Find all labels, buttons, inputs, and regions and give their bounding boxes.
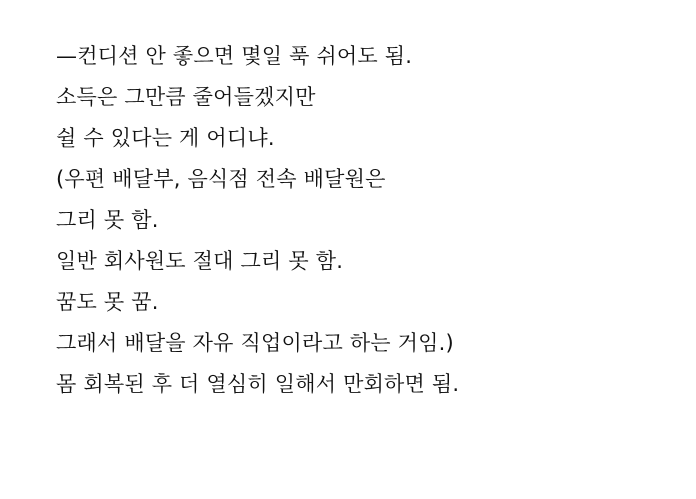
text-body bbox=[56, 36, 666, 405]
text-line: 일반 회사원도 절대 그리 못 함. bbox=[56, 249, 344, 273]
text-line: —컨디션 안 좋으면 몇일 푹 쉬어도 됨. bbox=[56, 44, 413, 68]
text-line: 소득은 그만큼 줄어들겠지만 bbox=[56, 85, 316, 109]
text-line: 몸 회복된 후 더 열심히 일해서 만회하면 됨. bbox=[56, 372, 460, 396]
text-line: 그리 못 함. bbox=[56, 208, 159, 232]
text-line: 그래서 배달을 자유 직업이라고 하는 거임.) bbox=[56, 331, 454, 355]
text-line: (우편 배달부, 음식점 전속 배달원은 bbox=[56, 167, 386, 191]
text-line: 꿈도 못 꿈. bbox=[56, 290, 159, 314]
text-line: 쉴 수 있다는 게 어디냐. bbox=[56, 126, 275, 150]
